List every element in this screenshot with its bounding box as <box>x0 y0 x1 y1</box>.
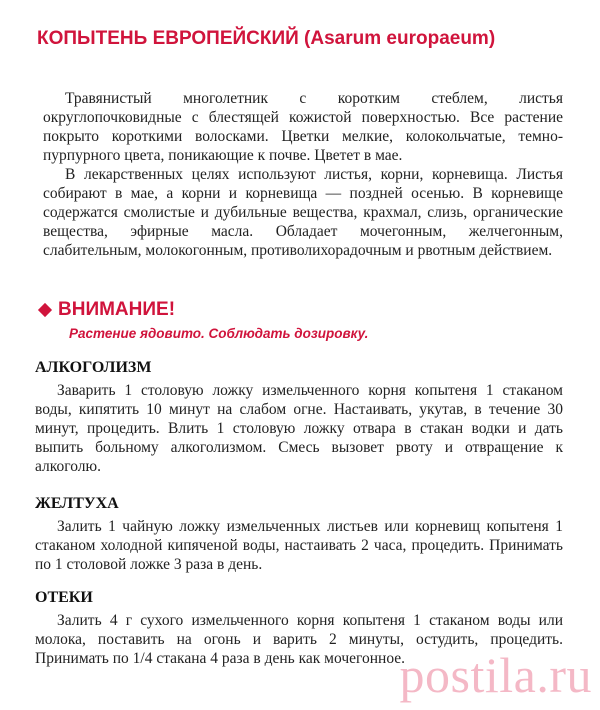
section-heading: АЛКОГОЛИЗМ <box>35 359 152 376</box>
watermark: postila.ru <box>399 647 592 703</box>
remedy-section-jaundice <box>35 494 563 574</box>
warning-banner <box>36 299 175 321</box>
section-text: Залить 1 чайную ложку измельченных листьев или корневищ копытеня 1 стаканом холодной кипяченой воды, настаивать 2 часа, процедить. Принимать по 1 столовой ложке 3 раза в день. <box>35 518 563 573</box>
section-text: Заварить 1 столовую ложку измельченного корня копытеня 1 стаканом воды, кипятить 10 минут на слабом огне. Настаивать, укутав, в течение 30 минут, процедить. Влить 1 столовую ложку отвара в стакан водки и дать выпить больному алкоголизмом. Смесь вызовет рвоту и отвращение к алкоголю. <box>35 382 563 475</box>
section-heading: ЖЕЛТУХА <box>35 495 119 512</box>
section-text: Залить 4 г сухого измельченного корня копытеня 1 стаканом воды или молока, поставить на огонь и варить 2 минуты, остудить, процедить. Принимать по 1/4 стакана 4 раза в день как мочегонное. <box>35 612 563 667</box>
page-title: КОПЫТЕНЬ ЕВРОПЕЙСКИЙ (Asarum europaeum) <box>37 28 496 49</box>
remedy-section-alcoholism <box>35 358 563 476</box>
warning-note: Растение ядовито. Соблюдать дозировку. <box>69 326 369 341</box>
intro-paragraph: Травянистый многолетник с коротким стеблем, листья округлопочковидные с блестящей кожистой поверхностью. Все растение покрыто короткими волосками. Цветки мелкие, колокольчатые, темно-пурпурного цвета, поникающие к почве. Цветет в мае. <box>43 90 563 164</box>
intro-description <box>43 89 563 260</box>
diamond-bullet-icon <box>38 303 52 317</box>
section-heading: ОТЕКИ <box>35 589 93 606</box>
warning-label: ВНИМАНИЕ! <box>58 299 176 320</box>
intro-paragraph: В лекарственных целях используют листья, корни, корневища. Листья собирают в мае, а корни и корневища — поздней осенью. В корневище содержатся смолистые и дубильные вещества, крахмал, слизь, органические вещества, эфирные масла. Обладает мочегонным, желчегонным, слабительным, молокогонным, противолихорадочным и рвотным действием. <box>43 166 563 259</box>
